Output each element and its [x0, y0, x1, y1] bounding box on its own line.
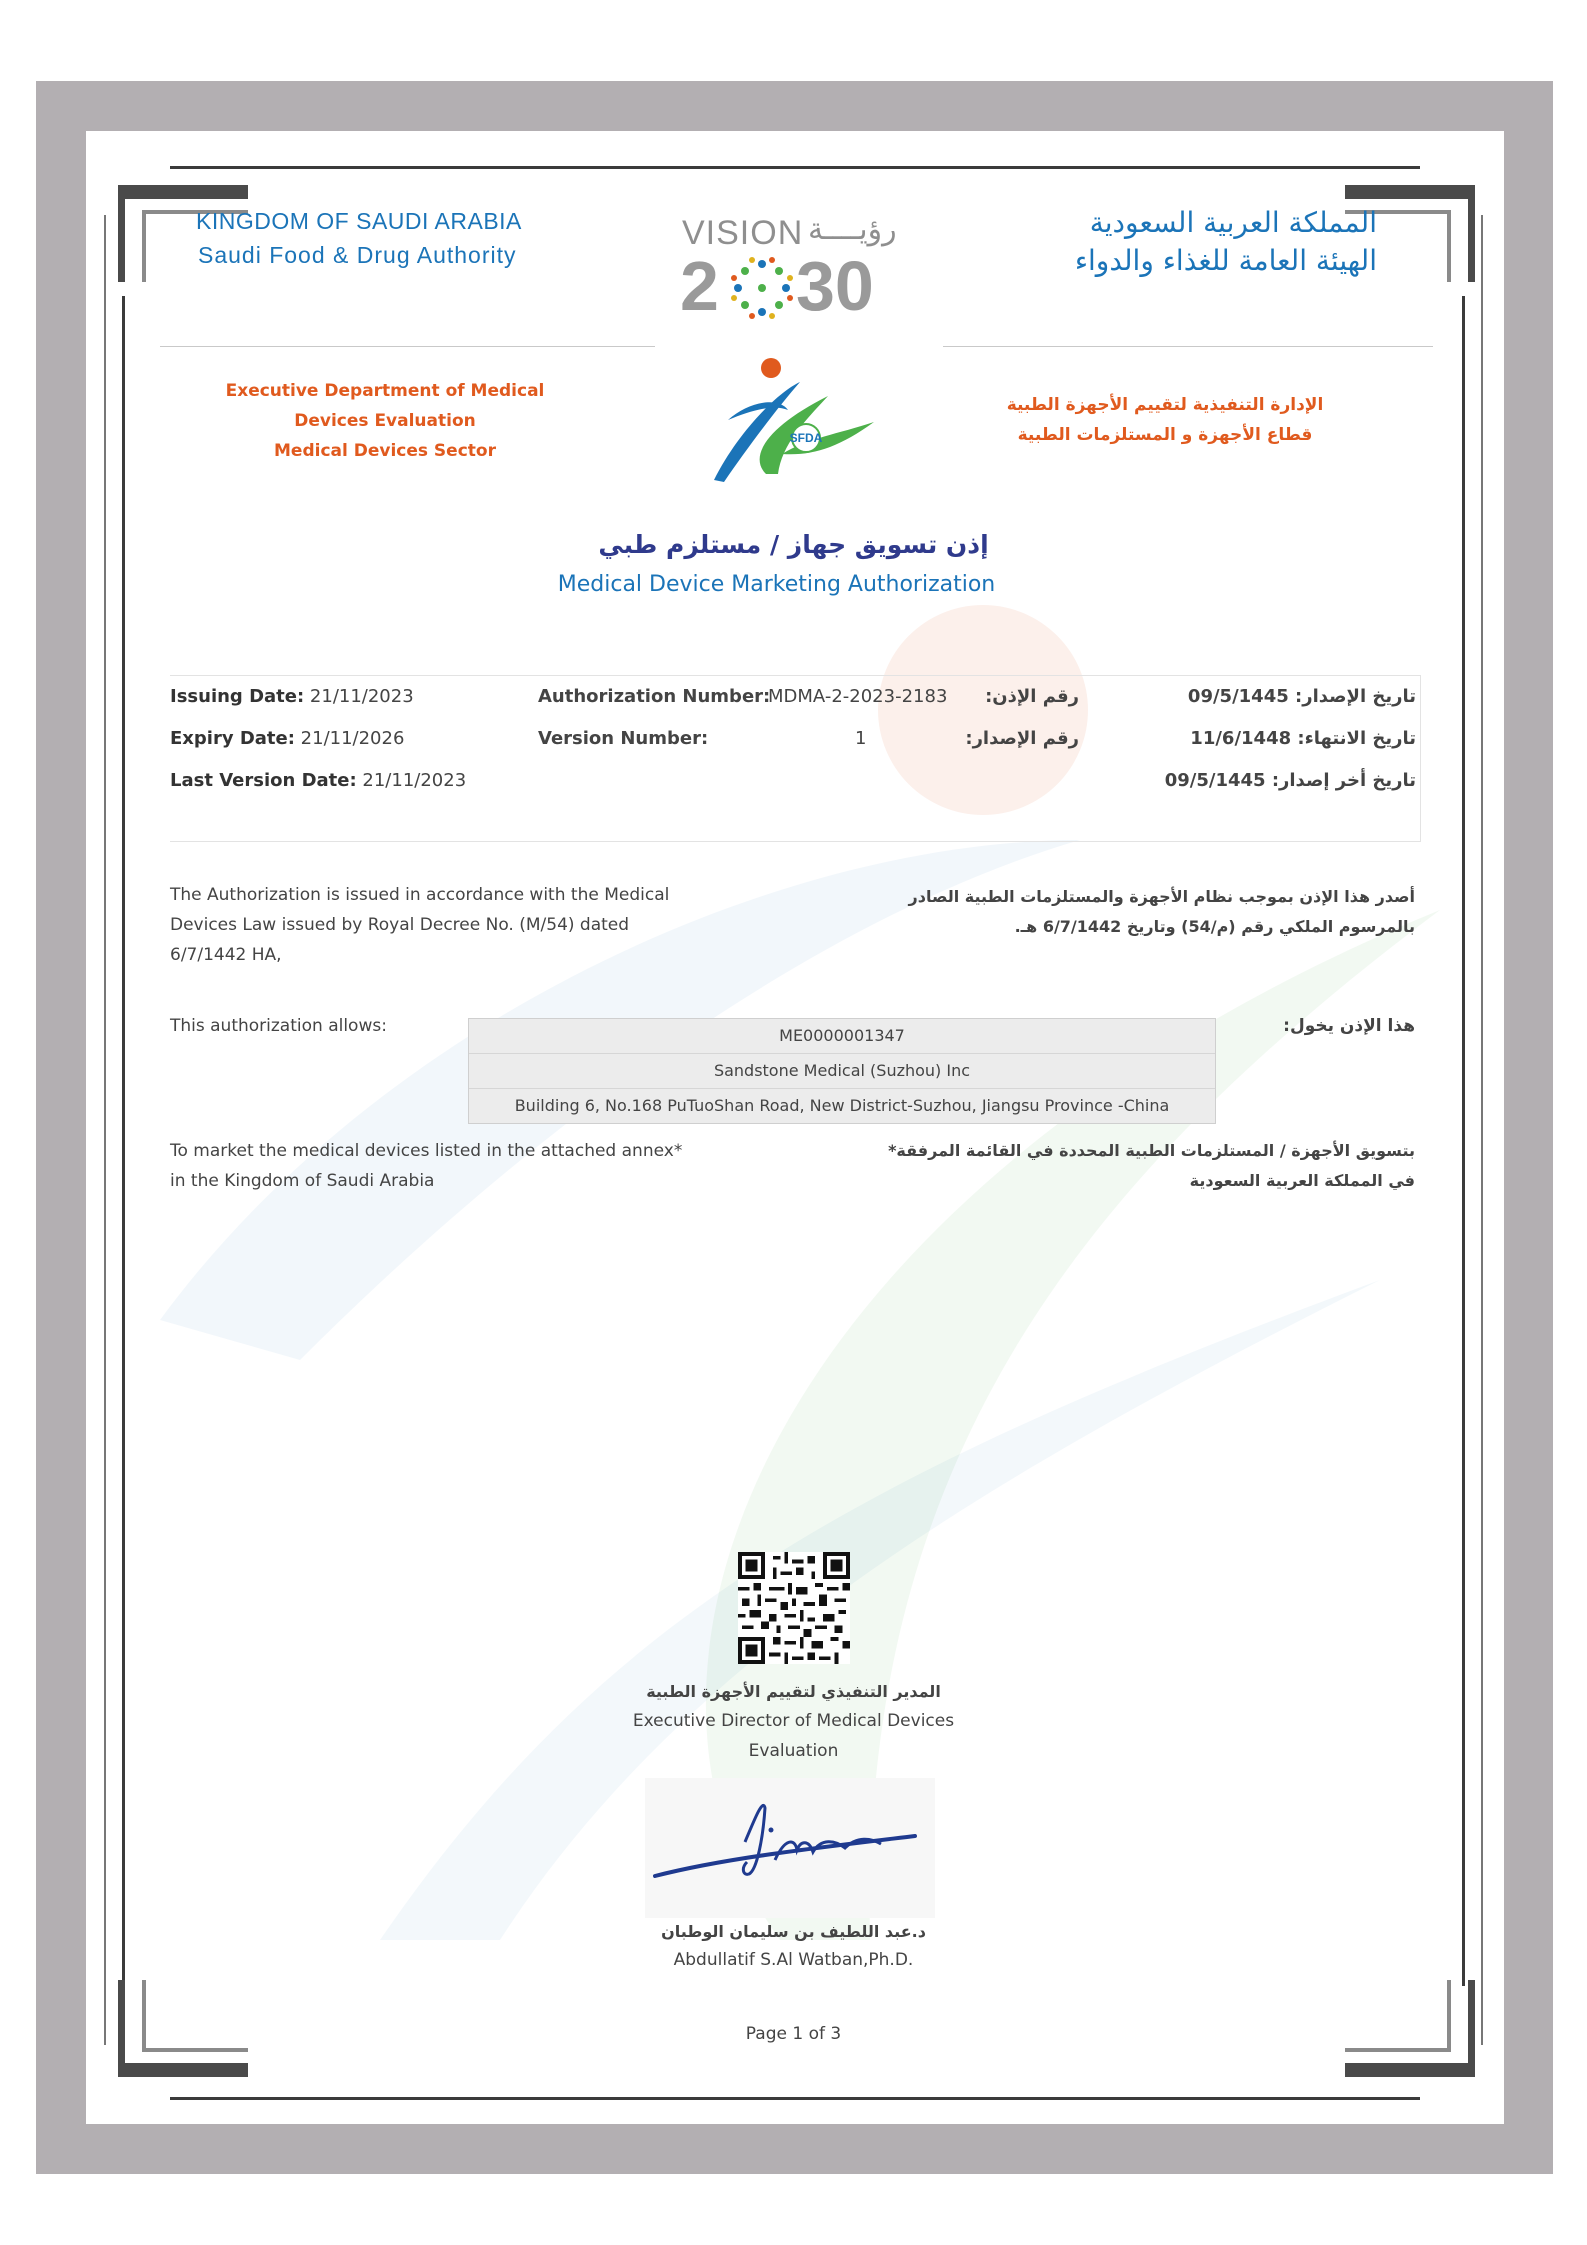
border-top: [170, 166, 1420, 169]
department-en-line3: Medical Devices Sector: [274, 441, 496, 461]
page-title-ar: إذن تسويق جهاز / مستلزم طبي: [598, 530, 989, 559]
version-number-value: 1: [855, 728, 867, 749]
last-version-date: [170, 770, 466, 791]
issuing-date-label: Issuing Date:: [170, 686, 305, 707]
department-en: [200, 376, 570, 466]
allows-table: [468, 1018, 1216, 1124]
expiry-date-label: Expiry Date:: [170, 728, 295, 749]
allows-row-company: Sandstone Medical (Suzhou) Inc: [469, 1054, 1215, 1089]
version-number-label: Version Number:: [538, 728, 709, 749]
department-ar: [975, 390, 1355, 450]
allows-label-en: This authorization allows:: [170, 1016, 387, 1036]
expiry-date: [170, 728, 404, 749]
expiry-date-ar: تاريخ الانتهاء: 11/6/1448: [1190, 728, 1416, 749]
authorization-number-label-ar: رقم الإذن:: [985, 686, 1079, 707]
signatory-title-en-line1: Executive Director of Medical Devices: [632, 1711, 955, 1731]
header-en-subtitle: Saudi Food & Drug Authority: [198, 242, 517, 268]
law-statement-en: [170, 880, 669, 970]
department-en-line2: Devices Evaluation: [294, 411, 476, 431]
signatory-name-ar: د.عبد اللطيف بن سليمان الوطبان: [661, 1922, 926, 1941]
signature-image: [645, 1778, 935, 1918]
vision-year-right: 30: [796, 247, 874, 325]
law-en-line3: 6/7/1442 HA,: [170, 945, 282, 965]
signatory-title-en-line2: Evaluation: [748, 1741, 839, 1761]
header-ar-subtitle: الهيئة العامة للغذاء والدواء: [1074, 244, 1377, 277]
expiry-date-value: 21/11/2026: [300, 728, 405, 749]
page-number: Page 1 of 3: [745, 2024, 842, 2044]
last-version-date-label: Last Version Date:: [170, 770, 357, 791]
qr-code[interactable]: [738, 1552, 850, 1664]
allows-row-address: Building 6, No.168 PuTuoShan Road, New District-Suzhou, Jiangsu Province -China: [514, 1096, 1170, 1115]
palm-swords-emblem: [728, 254, 796, 322]
department-en-line1: Executive Department of Medical: [225, 381, 545, 401]
law-en-line2: Devices Law issued by Royal Decree No. (M/54) dated: [170, 915, 630, 935]
authorization-number-label: Authorization Number:: [538, 686, 771, 707]
market-ar-line1: بتسويق الأجهزة / المستلزمات الطبية المحددة في القائمة المرفقة*: [888, 1141, 1415, 1160]
department-ar-line2: قطاع الأجهزة و المستلزمات الطبية: [1017, 425, 1313, 445]
issuing-date-value: 21/11/2023: [309, 686, 414, 707]
market-statement-en: [170, 1136, 682, 1196]
header-divider-right: [943, 346, 1433, 347]
allows-row-id: ME0000001347: [469, 1019, 1215, 1054]
department-ar-line1: الإدارة التنفيذية لتقييم الأجهزة الطبية: [1006, 395, 1324, 415]
vision-ar-word: رؤيــــة: [808, 212, 897, 247]
header-divider-left: [160, 346, 655, 347]
last-version-date-ar: تاريخ أخر إصدار: 09/5/1445: [1164, 770, 1416, 791]
last-version-date-value: 21/11/2023: [362, 770, 467, 791]
signatory-name-en: Abdullatif S.Al Watban,Ph.D.: [673, 1950, 914, 1970]
law-ar-line2: بالمرسوم الملكي رقم (م/54) وتاريخ 6/7/1442 هـ.: [1014, 917, 1415, 936]
sfda-logo-text: SFDA: [789, 431, 823, 445]
version-number-label-ar: رقم الإصدار:: [965, 728, 1079, 749]
signatory-title-ar: المدير التنفيذي لتقييم الأجهزة الطبية: [646, 1682, 941, 1701]
vision-word: VISION: [682, 214, 804, 252]
sfda-logo: [708, 352, 876, 482]
law-en-line1: The Authorization is issued in accordance with the Medical: [170, 885, 670, 905]
vision-2030-logo: [680, 210, 910, 326]
header-ar-title: المملكة العربية السعودية: [1089, 206, 1377, 239]
market-en-line1: To market the medical devices listed in the attached annex*: [170, 1141, 683, 1161]
vision-year-left: 2: [680, 247, 719, 325]
market-statement-ar: [888, 1136, 1415, 1196]
border-bottom: [170, 2097, 1420, 2100]
issuing-date-ar: تاريخ الإصدار: 09/5/1445: [1187, 686, 1416, 707]
allows-label-ar: هذا الإذن يخول:: [1283, 1016, 1415, 1036]
header-en-title: KINGDOM OF SAUDI ARABIA: [196, 208, 522, 234]
market-en-line2: in the Kingdom of Saudi Arabia: [170, 1171, 435, 1191]
authorization-number-value: MDMA-2-2023-2183: [768, 686, 948, 707]
issuing-date: [170, 686, 414, 707]
market-ar-line2: في المملكة العربية السعودية: [1189, 1171, 1415, 1190]
law-ar-line1: أصدر هذا الإذن بموجب نظام الأجهزة والمستلزمات الطبية الصادر: [908, 887, 1415, 906]
page-title-en: Medical Device Marketing Authorization: [557, 572, 996, 597]
law-statement-ar: [909, 882, 1415, 942]
